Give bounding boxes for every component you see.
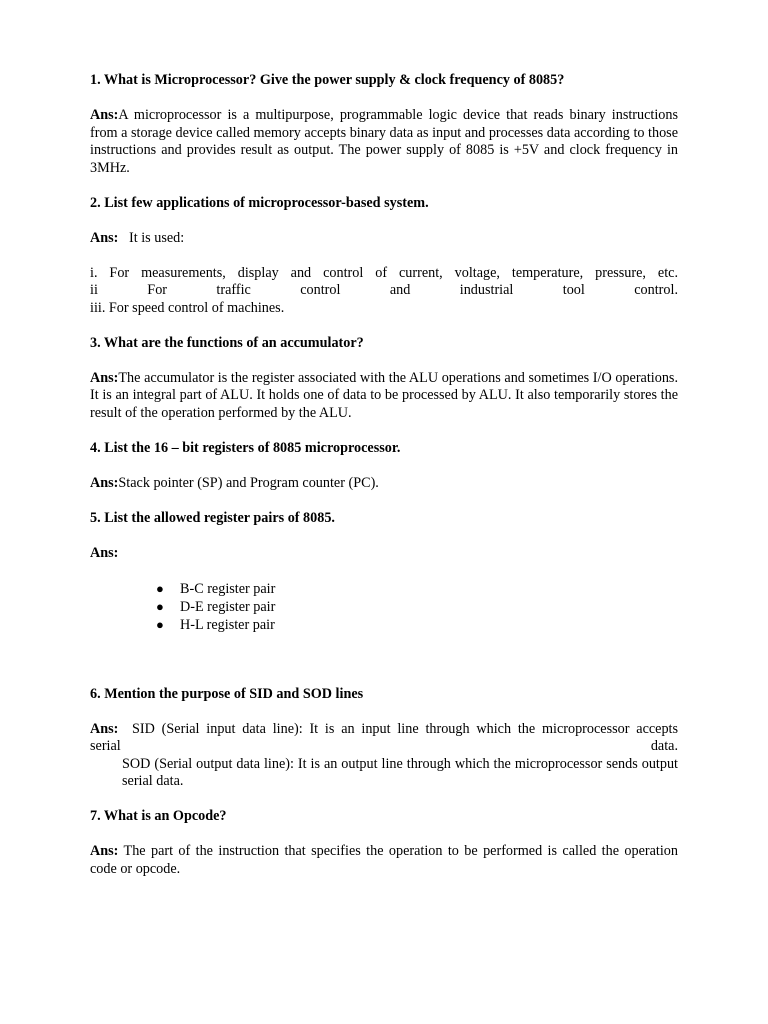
question-5: 5. List the allowed register pairs of 8085. <box>90 509 335 526</box>
answer-line <box>90 721 678 739</box>
answer-text: It is used: <box>129 229 185 246</box>
answer-text: Stack pointer (SP) and Program counter (PC). <box>118 474 379 491</box>
answer-text: SID (Serial input data line): It is an input line through which the microprocessor accepts <box>132 720 679 737</box>
application-item: iii. For speed control of machines. <box>90 299 285 316</box>
answer-2 <box>90 230 678 248</box>
answer-label: Ans: <box>90 544 119 561</box>
answer-line <box>90 738 678 756</box>
list-item <box>156 616 678 634</box>
answer-4 <box>90 475 678 493</box>
bullet-icon: ● <box>156 616 164 632</box>
list-item <box>156 598 678 616</box>
list-item-label: B-C register pair <box>180 580 276 597</box>
answer-3 <box>90 370 678 423</box>
register-pair-list <box>90 580 678 634</box>
list-item-label: D-E register pair <box>180 598 276 615</box>
question-7: 7. What is an Opcode? <box>90 808 227 824</box>
question-6: 6. Mention the purpose of SID and SOD lines <box>90 685 364 702</box>
answer-label: Ans: <box>90 229 119 246</box>
question-1: 1. What is Microprocessor? Give the power supply & clock frequency of 8085? <box>90 72 565 88</box>
question-2: 2. List few applications of microprocessor-based system. <box>90 194 429 211</box>
answer-label: Ans: <box>90 107 119 123</box>
answer-label: Ans: <box>90 369 119 386</box>
list-item-label: H-L register pair <box>180 616 275 633</box>
bullet-icon: ● <box>156 598 164 614</box>
question-4: 4. List the 16 – bit registers of 8085 microprocessor. <box>90 439 401 456</box>
document-page <box>90 72 678 896</box>
applications-list <box>90 265 678 318</box>
answer-line: SOD (Serial output data line): It is an output line through which the microprocessor sends output serial data. <box>122 755 678 789</box>
answer-label: Ans: <box>90 474 119 491</box>
answer-text: The accumulator is the register associated with the ALU operations and sometimes I/O operations. It is an integral part of ALU. It holds one of data to be processed by ALU. It also temporarily stores the result of the operation performed by the ALU. <box>90 369 678 421</box>
answer-label: Ans: <box>90 843 119 859</box>
answer-text: data. <box>650 738 678 754</box>
bullet-icon: ● <box>156 580 164 596</box>
list-item <box>156 580 678 598</box>
answer-text: The part of the instruction that specifies the operation to be performed is called the operation code or opcode. <box>90 843 678 877</box>
answer-1 <box>90 107 678 177</box>
answer-7 <box>90 843 678 878</box>
answer-label: Ans: <box>90 720 119 737</box>
application-item: i. For measurements, display and control of current, voltage, temperature, pressure, etc. <box>90 264 678 281</box>
answer-text: serial <box>90 738 121 754</box>
answer-text: A microprocessor is a multipurpose, programmable logic device that reads binary instructions from a storage device called memory accepts binary data as input and processes data according to those instructions and provides result as output. The power supply of 8085 is +5V and clock frequency in 3MHz. <box>90 107 678 176</box>
question-3: 3. What are the functions of an accumulator? <box>90 334 364 351</box>
application-item: ii For traffic control and industrial tool control. <box>90 282 678 298</box>
answer-6 <box>90 721 678 791</box>
